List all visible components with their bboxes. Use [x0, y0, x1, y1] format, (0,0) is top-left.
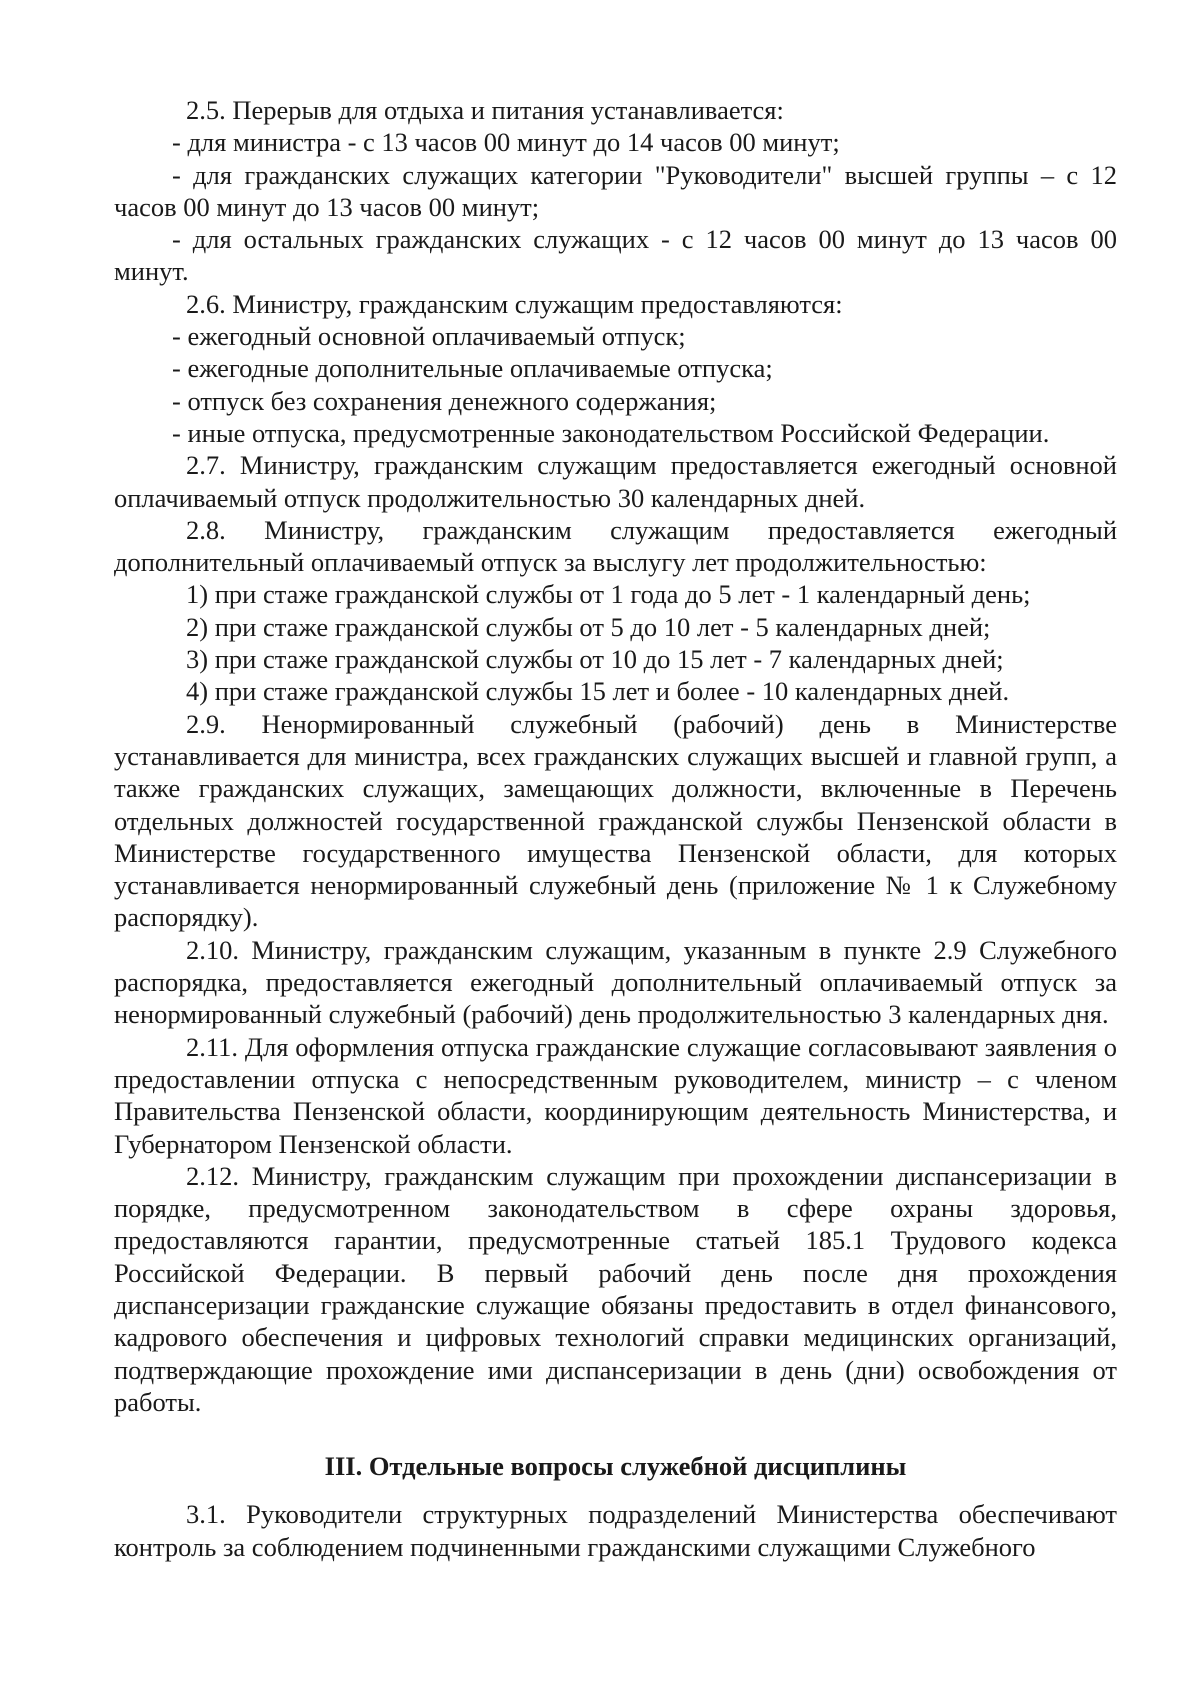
paragraph-2-9: 2.9. Ненормированный служебный (рабочий) день в Министерстве устанавливается для министра, всех гражданских служащих высшей и главной групп, а также гражданских служащих, замещающих должности, включенные в Перечень отдельных должностей государственной гражданской службы Пензенской области в Министерстве государственного имущества Пензенской области, для которых устанавливается ненормированный служебный день (приложение № 1 к Служебному распорядку). — [114, 708, 1117, 933]
paragraph-2-7: 2.7. Министру, гражданским служащим предоставляется ежегодный основной оплачиваемый отпуск продолжительностью 30 календарных дней. — [114, 450, 1117, 513]
paragraph-2-5: 2.5. Перерыв для отдыха и питания устанавливается: — [186, 95, 784, 125]
paragraph-3-1: 3.1. Руководители структурных подразделений Министерства обеспечивают контроль за соблюдением подчиненными гражданскими служащими Служебного — [114, 1499, 1117, 1562]
paragraph-2-6: 2.6. Министру, гражданским служащим предоставляются: — [186, 288, 843, 319]
document-body — [114, 94, 1117, 1563]
list-item: - ежегодный основной оплачиваемый отпуск; — [172, 321, 686, 352]
list-item: - ежегодные дополнительные оплачиваемые отпуска; — [172, 353, 773, 384]
list-item: - для гражданских служащих категории "Руководители" высшей группы – с 12 часов 00 минут до 13 часов 00 минут; — [114, 159, 1117, 222]
list-item: - отпуск без сохранения денежного содержания; — [172, 385, 717, 416]
list-item: 4) при стаже гражданской службы 15 лет и более - 10 календарных дней. — [186, 676, 1010, 707]
paragraph-2-8: 2.8. Министру, гражданским служащим предоставляется ежегодный дополнительный оплачиваемый отпуск за выслугу лет продолжительностью: — [114, 514, 1117, 578]
list-item: 2) при стаже гражданской службы от 5 до 10 лет - 5 календарных дней; — [186, 611, 991, 642]
list-item: 3) при стаже гражданской службы от 10 до 15 лет - 7 календарных дней; — [186, 644, 1004, 675]
list-item: 1) при стаже гражданской службы от 1 года до 5 лет - 1 календарный день; — [186, 579, 1031, 610]
paragraph-2-10: 2.10. Министру, гражданским служащим, указанным в пункте 2.9 Служебного распорядка, предоставляется ежегодный дополнительный оплачиваемый отпуск за ненормированный служебный (рабочий) день продолжительностью 3 календарных дня. — [114, 934, 1117, 1030]
section-heading: III. Отдельные вопросы служебной дисциплины — [324, 1451, 907, 1482]
paragraph-2-11: 2.11. Для оформления отпуска гражданские служащие согласовывают заявления о предоставлении отпуска с непосредственным руководителем, министр – с членом Правительства Пензенской области, координирующим деятельность Министерства, и Губернатором Пензенской области. — [114, 1031, 1117, 1159]
list-item: - для министра - с 13 часов 00 минут до 14 часов 00 минут; — [172, 127, 840, 158]
list-item: - иные отпуска, предусмотренные законодательством Российской Федерации. — [172, 417, 1050, 448]
list-item: - для остальных гражданских служащих - с 12 часов 00 минут до 13 часов 00 минут. — [114, 224, 1117, 287]
paragraph-2-12: 2.12. Министру, гражданским служащим при прохождении диспансеризации в порядке, предусмотренном законодательством в сфере охраны здоровья, предоставляются гарантии, предусмотренные статьей 185.1 Трудового кодекса Российской Федерации. В первый рабочий день после дня прохождения диспансеризации гражданские служащие обязаны предоставить в отдел финансового, кадрового обеспечения и цифровых технологий справки медицинских организаций, подтверждающие прохождение ими диспансеризации в день (дни) освобождения от работы. — [114, 1160, 1117, 1417]
